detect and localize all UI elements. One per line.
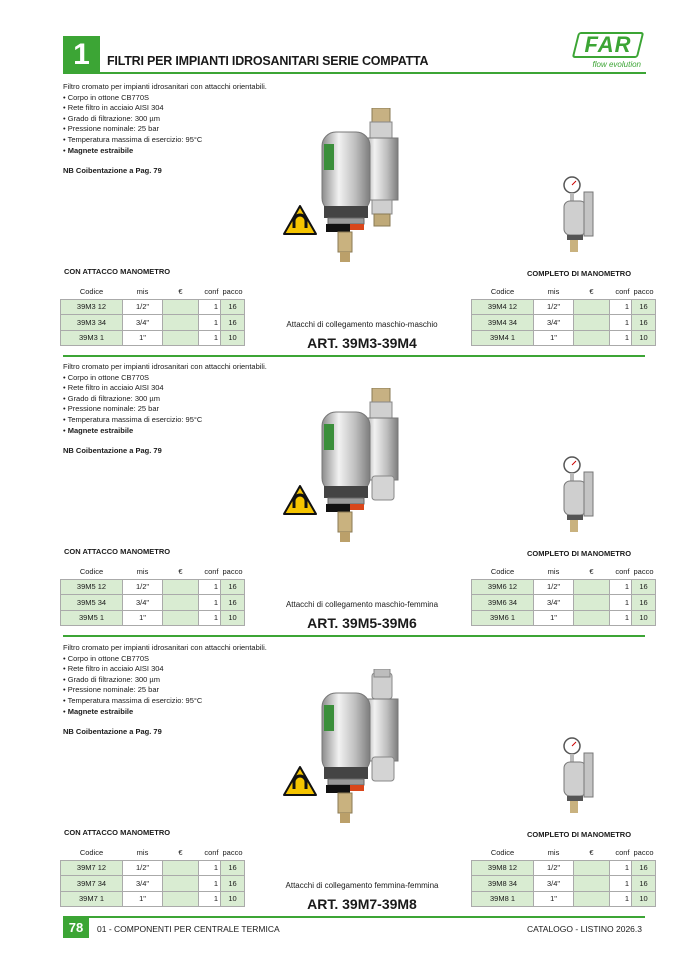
cell-mis: 1/2" [123, 860, 163, 876]
cell-code: 39M5 34 [61, 595, 123, 611]
col-price: € [178, 848, 183, 858]
cell-code: 39M3 34 [61, 315, 123, 331]
cell-conf: 1 [199, 891, 221, 907]
cell-conf: 1 [610, 860, 632, 876]
col-pacco: pacco [222, 567, 243, 577]
table-header-row [472, 285, 656, 299]
cell-conf: 1 [610, 299, 632, 315]
section-divider [63, 916, 645, 918]
cell-code: 39M8 12 [472, 860, 534, 876]
table-row [61, 610, 245, 626]
cell-conf: 1 [610, 595, 632, 611]
cell-pacco: 16 [221, 876, 245, 892]
cell-price [163, 595, 199, 611]
filter-with-gauge-image [560, 456, 600, 543]
footer-chapter: 01 - COMPONENTI PER CENTRALE TERMICA [97, 924, 280, 934]
table-header-row [61, 846, 245, 860]
cell-conf: 1 [199, 610, 221, 626]
spec-bullet: • Grado di filtrazione: 300 µm [63, 675, 267, 686]
col-conf: conf [615, 287, 630, 297]
cell-mis: 3/4" [123, 595, 163, 611]
label-completo: COMPLETO DI MANOMETRO [527, 549, 632, 558]
cell-conf: 1 [199, 299, 221, 315]
table-row [61, 330, 245, 346]
col-price: € [589, 848, 594, 858]
cell-pacco: 16 [221, 315, 245, 331]
logo-text: FAR [584, 32, 632, 57]
cell-price [163, 299, 199, 315]
cell-pacco: 10 [221, 330, 245, 346]
cell-mis: 3/4" [123, 315, 163, 331]
cell-mis: 1/2" [534, 579, 574, 595]
cell-code: 39M3 12 [61, 299, 123, 315]
logo-tagline: flow evolution [592, 60, 641, 69]
table-row [472, 860, 656, 876]
cell-mis: 1/2" [534, 299, 574, 315]
cell-price [574, 299, 610, 315]
product-description [63, 82, 267, 156]
insulation-note: NB Coibentazione a Pag. 79 [63, 446, 162, 455]
table-header-row [472, 846, 656, 860]
filter-with-gauge-image [560, 176, 600, 263]
connection-type: Attacchi di collegamento maschio-maschio [286, 320, 438, 329]
spec-bullet: • Pressione nominale: 25 bar [63, 404, 267, 415]
price-table-right [471, 285, 656, 346]
price-table-right [471, 565, 656, 626]
cell-code: 39M4 34 [472, 315, 534, 331]
cell-pacco: 16 [632, 299, 656, 315]
price-table-left [60, 565, 245, 626]
col-codice: Codice [490, 567, 515, 577]
table-row [61, 595, 245, 611]
table-row [61, 315, 245, 331]
col-pacco: pacco [633, 287, 654, 297]
col-mis: mis [547, 287, 560, 297]
cell-price [163, 610, 199, 626]
cell-pacco: 16 [221, 595, 245, 611]
cell-conf: 1 [199, 595, 221, 611]
article-code: ART. 39M3-39M4 [307, 335, 417, 351]
col-mis: mis [136, 287, 149, 297]
cell-conf: 1 [199, 330, 221, 346]
col-conf: conf [615, 567, 630, 577]
table-row [61, 579, 245, 595]
cell-code: 39M6 12 [472, 579, 534, 595]
cell-pacco: 16 [632, 860, 656, 876]
spec-bullet-bold: • Magnete estraibile [63, 426, 267, 437]
col-mis: mis [136, 567, 149, 577]
cell-conf: 1 [610, 330, 632, 346]
cell-code: 39M5 12 [61, 579, 123, 595]
cell-pacco: 16 [221, 860, 245, 876]
cell-conf: 1 [199, 315, 221, 331]
spec-bullet: • Temperatura massima di esercizio: 95°C [63, 415, 267, 426]
spec-bullet: • Corpo in ottone CB770S [63, 373, 267, 384]
cell-code: 39M3 1 [61, 330, 123, 346]
spec-bullet-bold: • Magnete estraibile [63, 146, 267, 157]
col-pacco: pacco [633, 848, 654, 858]
cell-pacco: 10 [632, 330, 656, 346]
cell-code: 39M8 1 [472, 891, 534, 907]
cell-price [574, 579, 610, 595]
page-title: FILTRI PER IMPIANTI IDROSANITARI SERIE COMPATTA [107, 54, 429, 68]
cell-price [574, 595, 610, 611]
cell-pacco: 16 [632, 579, 656, 595]
cell-price [574, 610, 610, 626]
col-mis: mis [136, 848, 149, 858]
table-row [472, 299, 656, 315]
article-code: ART. 39M5-39M6 [307, 615, 417, 631]
spec-bullet: • Rete filtro in acciaio AISI 304 [63, 383, 267, 394]
spec-bullet: • Corpo in ottone CB770S [63, 93, 267, 104]
label-con-attacco: CON ATTACCO MANOMETRO [64, 828, 171, 837]
spec-bullet: • Grado di filtrazione: 300 µm [63, 114, 267, 125]
cell-conf: 1 [610, 579, 632, 595]
table-row [472, 876, 656, 892]
cell-conf: 1 [199, 860, 221, 876]
spec-bullet: • Temperatura massima di esercizio: 95°C [63, 696, 267, 707]
col-mis: mis [547, 567, 560, 577]
cell-conf: 1 [199, 876, 221, 892]
price-table-left [60, 846, 245, 907]
cell-mis: 1" [534, 891, 574, 907]
cell-mis: 1" [123, 330, 163, 346]
cell-price [163, 330, 199, 346]
table-row [472, 891, 656, 907]
cell-mis: 1/2" [534, 860, 574, 876]
cell-conf: 1 [610, 876, 632, 892]
insulation-note: NB Coibentazione a Pag. 79 [63, 727, 162, 736]
article-code: ART. 39M7-39M8 [307, 896, 417, 912]
cell-code: 39M4 1 [472, 330, 534, 346]
cell-pacco: 10 [632, 891, 656, 907]
cell-mis: 3/4" [123, 876, 163, 892]
spec-bullet: • Corpo in ottone CB770S [63, 654, 267, 665]
cell-mis: 1" [534, 610, 574, 626]
description-intro: Filtro cromato per impianti idrosanitari con attacchi orientabili. [63, 362, 267, 371]
label-completo: COMPLETO DI MANOMETRO [527, 830, 632, 839]
cell-code: 39M7 12 [61, 860, 123, 876]
cell-code: 39M7 1 [61, 891, 123, 907]
far-logo [575, 32, 643, 70]
footer-catalog: CATALOGO - LISTINO 2026.3 [527, 924, 642, 934]
table-header-row [472, 565, 656, 579]
cell-mis: 3/4" [534, 876, 574, 892]
connection-type: Attacchi di collegamento femmina-femmina [285, 881, 439, 890]
cell-code: 39M6 34 [472, 595, 534, 611]
table-row [61, 891, 245, 907]
cell-pacco: 10 [632, 610, 656, 626]
col-codice: Codice [490, 287, 515, 297]
cell-code: 39M5 1 [61, 610, 123, 626]
cell-price [574, 860, 610, 876]
cell-price [163, 876, 199, 892]
cell-mis: 1" [123, 891, 163, 907]
table-header-row [61, 565, 245, 579]
cell-conf: 1 [610, 315, 632, 331]
col-mis: mis [547, 848, 560, 858]
cell-mis: 1" [534, 330, 574, 346]
spec-bullet: • Rete filtro in acciaio AISI 304 [63, 664, 267, 675]
price-table-left [60, 285, 245, 346]
cell-price [574, 876, 610, 892]
col-conf: conf [204, 567, 219, 577]
cell-price [574, 315, 610, 331]
col-pacco: pacco [633, 567, 654, 577]
col-codice: Codice [79, 287, 104, 297]
col-pacco: pacco [222, 848, 243, 858]
col-price: € [589, 287, 594, 297]
section-divider [63, 355, 645, 357]
cell-pacco: 16 [632, 876, 656, 892]
connection-type: Attacchi di collegamento maschio-femmina [285, 600, 439, 609]
product-description [63, 362, 267, 436]
cell-code: 39M7 34 [61, 876, 123, 892]
table-row [61, 860, 245, 876]
filter-product-image [312, 108, 432, 273]
cell-pacco: 16 [221, 299, 245, 315]
cell-conf: 1 [610, 891, 632, 907]
spec-bullet: • Temperatura massima di esercizio: 95°C [63, 135, 267, 146]
cell-price [163, 891, 199, 907]
col-price: € [178, 287, 183, 297]
cell-pacco: 10 [221, 891, 245, 907]
spec-bullet: • Rete filtro in acciaio AISI 304 [63, 103, 267, 114]
col-codice: Codice [79, 567, 104, 577]
table-row [472, 315, 656, 331]
cell-code: 39M4 12 [472, 299, 534, 315]
col-conf: conf [204, 287, 219, 297]
filter-product-image [312, 388, 432, 553]
price-table-right [471, 846, 656, 907]
col-price: € [178, 567, 183, 577]
table-row [472, 610, 656, 626]
col-conf: conf [615, 848, 630, 858]
cell-mis: 1" [123, 610, 163, 626]
cell-price [163, 579, 199, 595]
cell-price [574, 891, 610, 907]
product-description [63, 643, 267, 717]
table-header-row [61, 285, 245, 299]
cell-price [574, 330, 610, 346]
filter-product-image [312, 669, 432, 834]
cell-mis: 1/2" [123, 579, 163, 595]
filter-with-gauge-image [560, 737, 600, 824]
col-codice: Codice [490, 848, 515, 858]
cell-price [163, 315, 199, 331]
label-con-attacco: CON ATTACCO MANOMETRO [64, 547, 171, 556]
label-completo: COMPLETO DI MANOMETRO [527, 269, 632, 278]
section-divider [63, 635, 645, 637]
cell-mis: 3/4" [534, 315, 574, 331]
cell-code: 39M8 34 [472, 876, 534, 892]
cell-code: 39M6 1 [472, 610, 534, 626]
table-row [472, 595, 656, 611]
cell-conf: 1 [199, 579, 221, 595]
cell-pacco: 16 [632, 595, 656, 611]
cell-mis: 1/2" [123, 299, 163, 315]
col-codice: Codice [79, 848, 104, 858]
cell-conf: 1 [610, 610, 632, 626]
label-con-attacco: CON ATTACCO MANOMETRO [64, 267, 171, 276]
col-price: € [589, 567, 594, 577]
table-row [61, 299, 245, 315]
description-intro: Filtro cromato per impianti idrosanitari con attacchi orientabili. [63, 643, 267, 652]
description-intro: Filtro cromato per impianti idrosanitari con attacchi orientabili. [63, 82, 267, 91]
cell-pacco: 16 [221, 579, 245, 595]
spec-bullet: • Pressione nominale: 25 bar [63, 685, 267, 696]
table-row [61, 876, 245, 892]
page-number: 78 [63, 918, 89, 938]
cell-price [163, 860, 199, 876]
cell-pacco: 16 [632, 315, 656, 331]
header-rule [100, 72, 646, 74]
col-conf: conf [204, 848, 219, 858]
spec-bullet: • Grado di filtrazione: 300 µm [63, 394, 267, 405]
insulation-note: NB Coibentazione a Pag. 79 [63, 166, 162, 175]
table-row [472, 579, 656, 595]
cell-pacco: 10 [221, 610, 245, 626]
spec-bullet-bold: • Magnete estraibile [63, 707, 267, 718]
spec-bullet: • Pressione nominale: 25 bar [63, 124, 267, 135]
table-row [472, 330, 656, 346]
cell-mis: 3/4" [534, 595, 574, 611]
col-pacco: pacco [222, 287, 243, 297]
section-number-badge: 1 [63, 36, 100, 74]
